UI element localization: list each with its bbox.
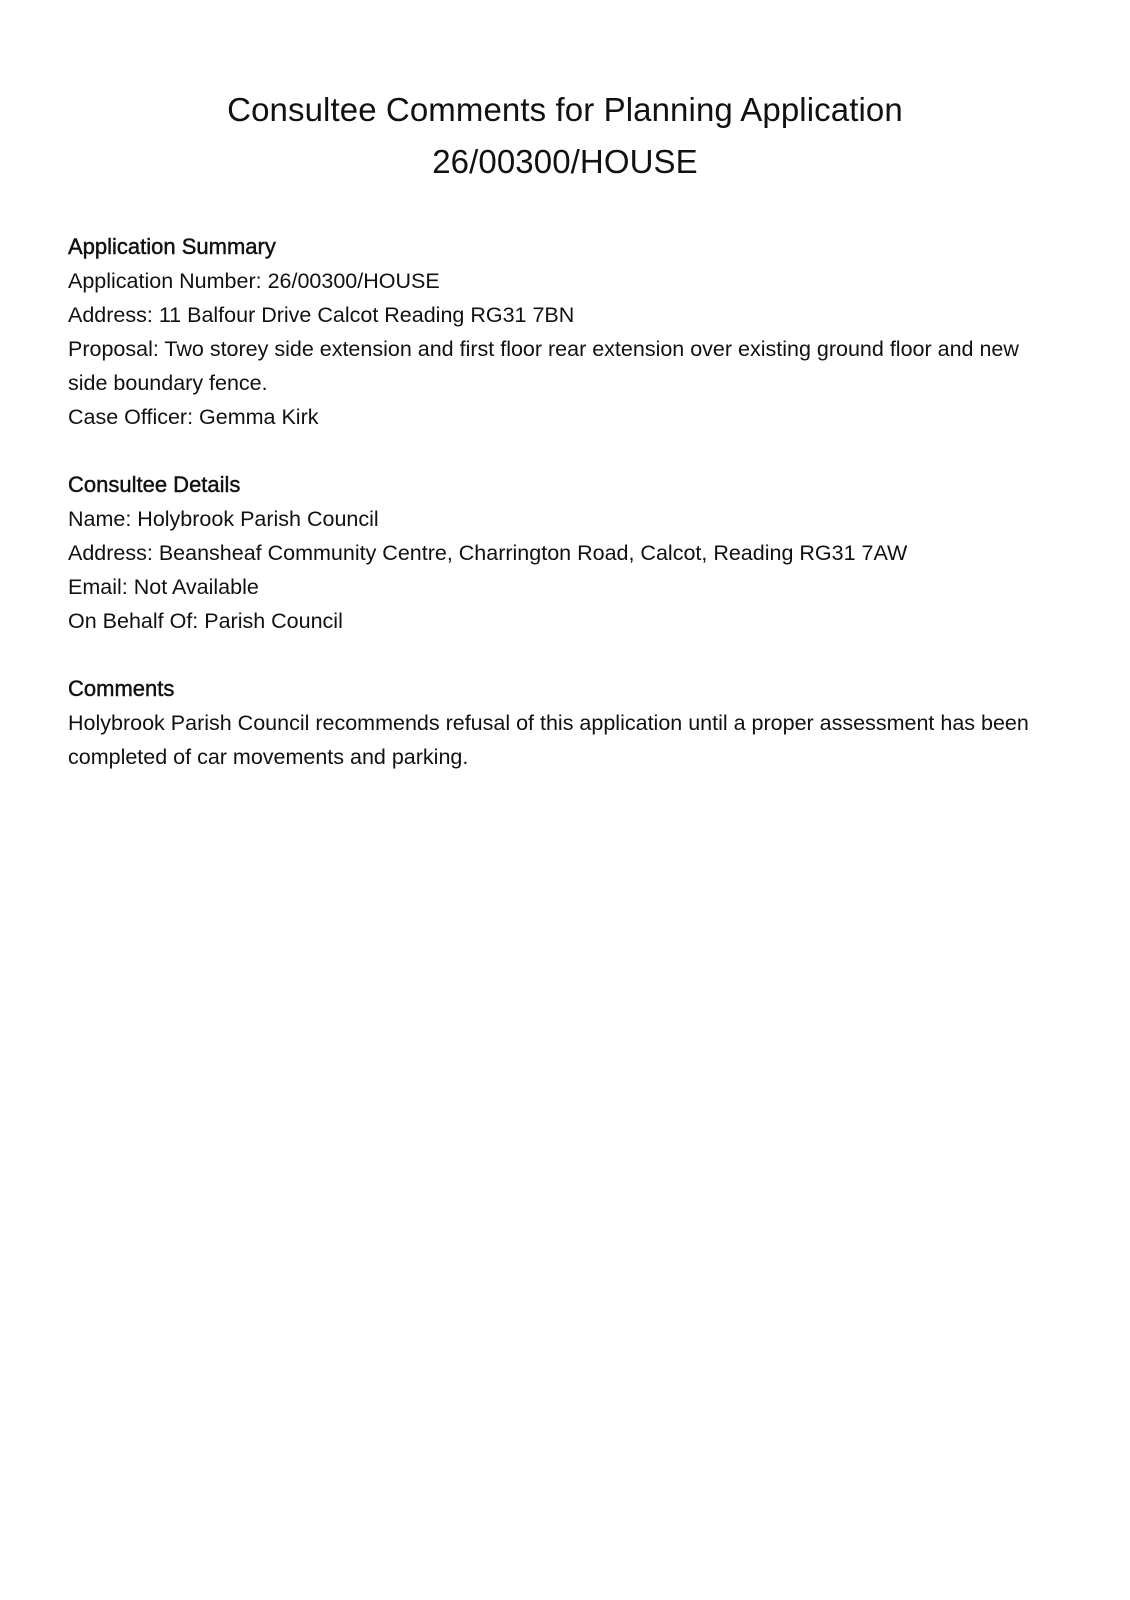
consultee-address: Address: Beansheaf Community Centre, Charrington Road, Calcot, Reading RG31 7AW (68, 541, 908, 565)
comments-text: Holybrook Parish Council recommends refusal of this application until a proper assessment has been completed of car movements and parking. (68, 711, 1029, 769)
application-address: Address: 11 Balfour Drive Calcot Reading RG31 7BN (68, 303, 575, 327)
title-line-2: 26/00300/HOUSE (432, 143, 698, 180)
consultee-details-section (68, 468, 1058, 638)
application-number: Application Number: 26/00300/HOUSE (68, 269, 440, 293)
page-title (0, 84, 1130, 188)
application-summary-heading: Application Summary (68, 234, 276, 259)
document-content (68, 230, 1058, 808)
consultee-details-heading: Consultee Details (68, 472, 241, 497)
consultee-on-behalf-of: On Behalf Of: Parish Council (68, 609, 343, 633)
case-officer: Case Officer: Gemma Kirk (68, 405, 319, 429)
comments-section (68, 672, 1058, 774)
application-summary-section (68, 230, 1058, 434)
consultee-name: Name: Holybrook Parish Council (68, 507, 379, 531)
title-line-1: Consultee Comments for Planning Application (227, 91, 903, 128)
comments-heading: Comments (68, 676, 175, 701)
application-proposal: Proposal: Two storey side extension and first floor rear extension over existing ground floor and new side boundary fence. (68, 337, 1019, 395)
consultee-email: Email: Not Available (68, 575, 259, 599)
